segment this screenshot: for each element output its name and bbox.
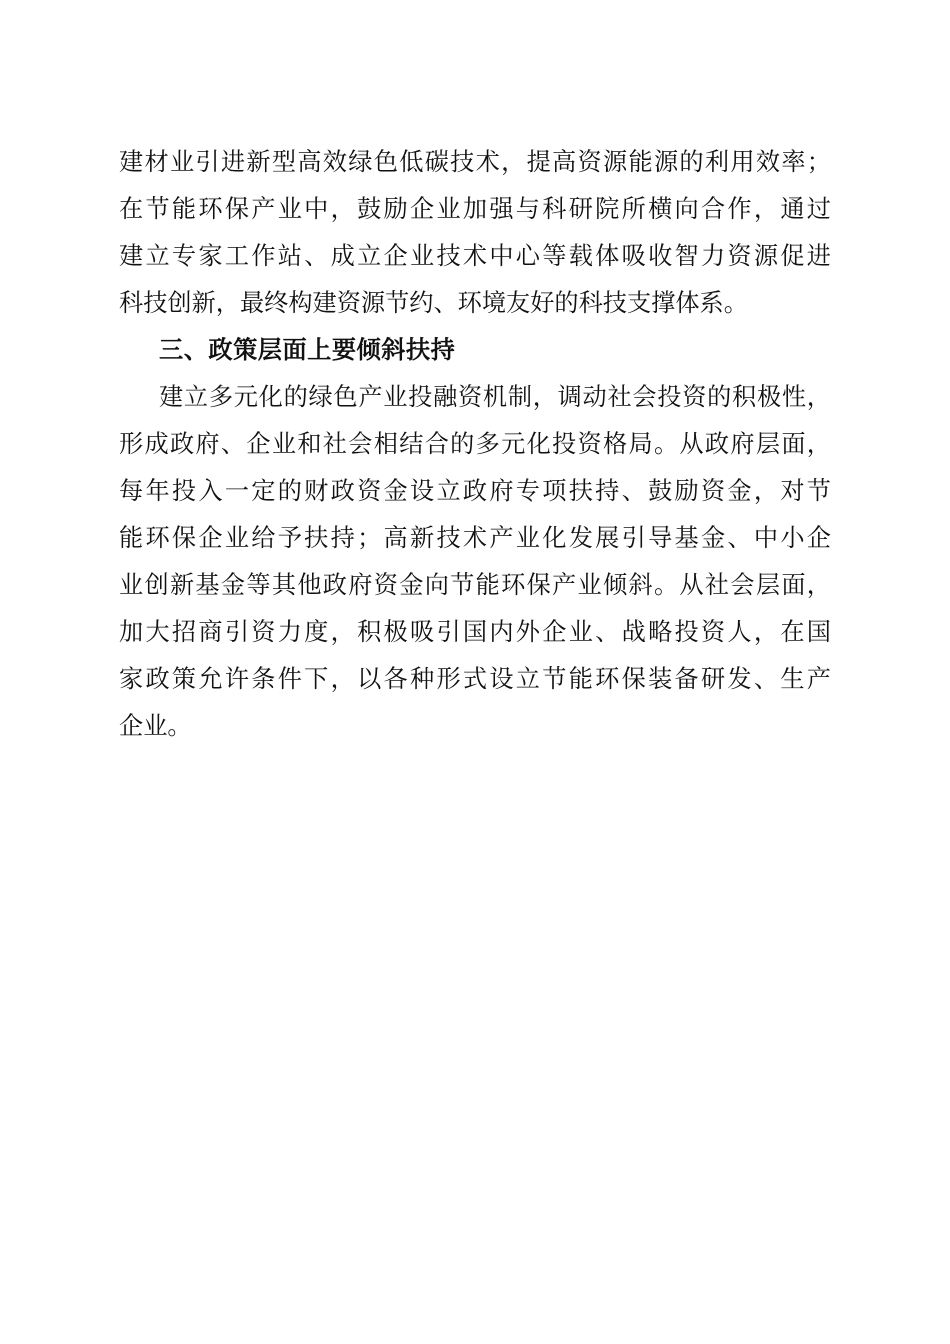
paragraph-1-line-3: 建立专家工作站、成立企业技术中心等载体吸收智力资源促进: [119, 242, 831, 270]
document-body: [119, 139, 831, 750]
paragraph-2-line-4: 能环保企业给予扶持；高新技术产业化发展引导基金、中小企: [119, 524, 831, 552]
paragraph-1-line-4: 科技创新，最终构建资源节约、环境友好的科技支撑体系。: [119, 289, 748, 317]
paragraph-2-line-7: 家政策允许条件下，以各种形式设立节能环保装备研发、生产: [119, 665, 831, 693]
section-heading: 三、政策层面上要倾斜扶持: [159, 336, 456, 364]
paragraph-2-line-2: 形成政府、企业和社会相结合的多元化投资格局。从政府层面，: [119, 430, 831, 458]
paragraph-2-line-3: 每年投入一定的财政资金设立政府专项扶持、鼓励资金，对节: [119, 477, 831, 505]
paragraph-2-line-8: 企业。: [119, 712, 192, 740]
paragraph-2-line-5: 业创新基金等其他政府资金向节能环保产业倾斜。从社会层面，: [119, 571, 831, 599]
paragraph-1-line-2: 在节能环保产业中，鼓励企业加强与科研院所横向合作，通过: [119, 195, 831, 223]
paragraph-2-line-6: 加大招商引资力度，积极吸引国内外企业、战略投资人，在国: [119, 618, 831, 646]
paragraph-2-line-1: 建立多元化的绿色产业投融资机制，调动社会投资的积极性，: [159, 383, 831, 411]
paragraph-1-line-1: 建材业引进新型高效绿色低碳技术，提高资源能源的利用效率；: [119, 148, 831, 176]
